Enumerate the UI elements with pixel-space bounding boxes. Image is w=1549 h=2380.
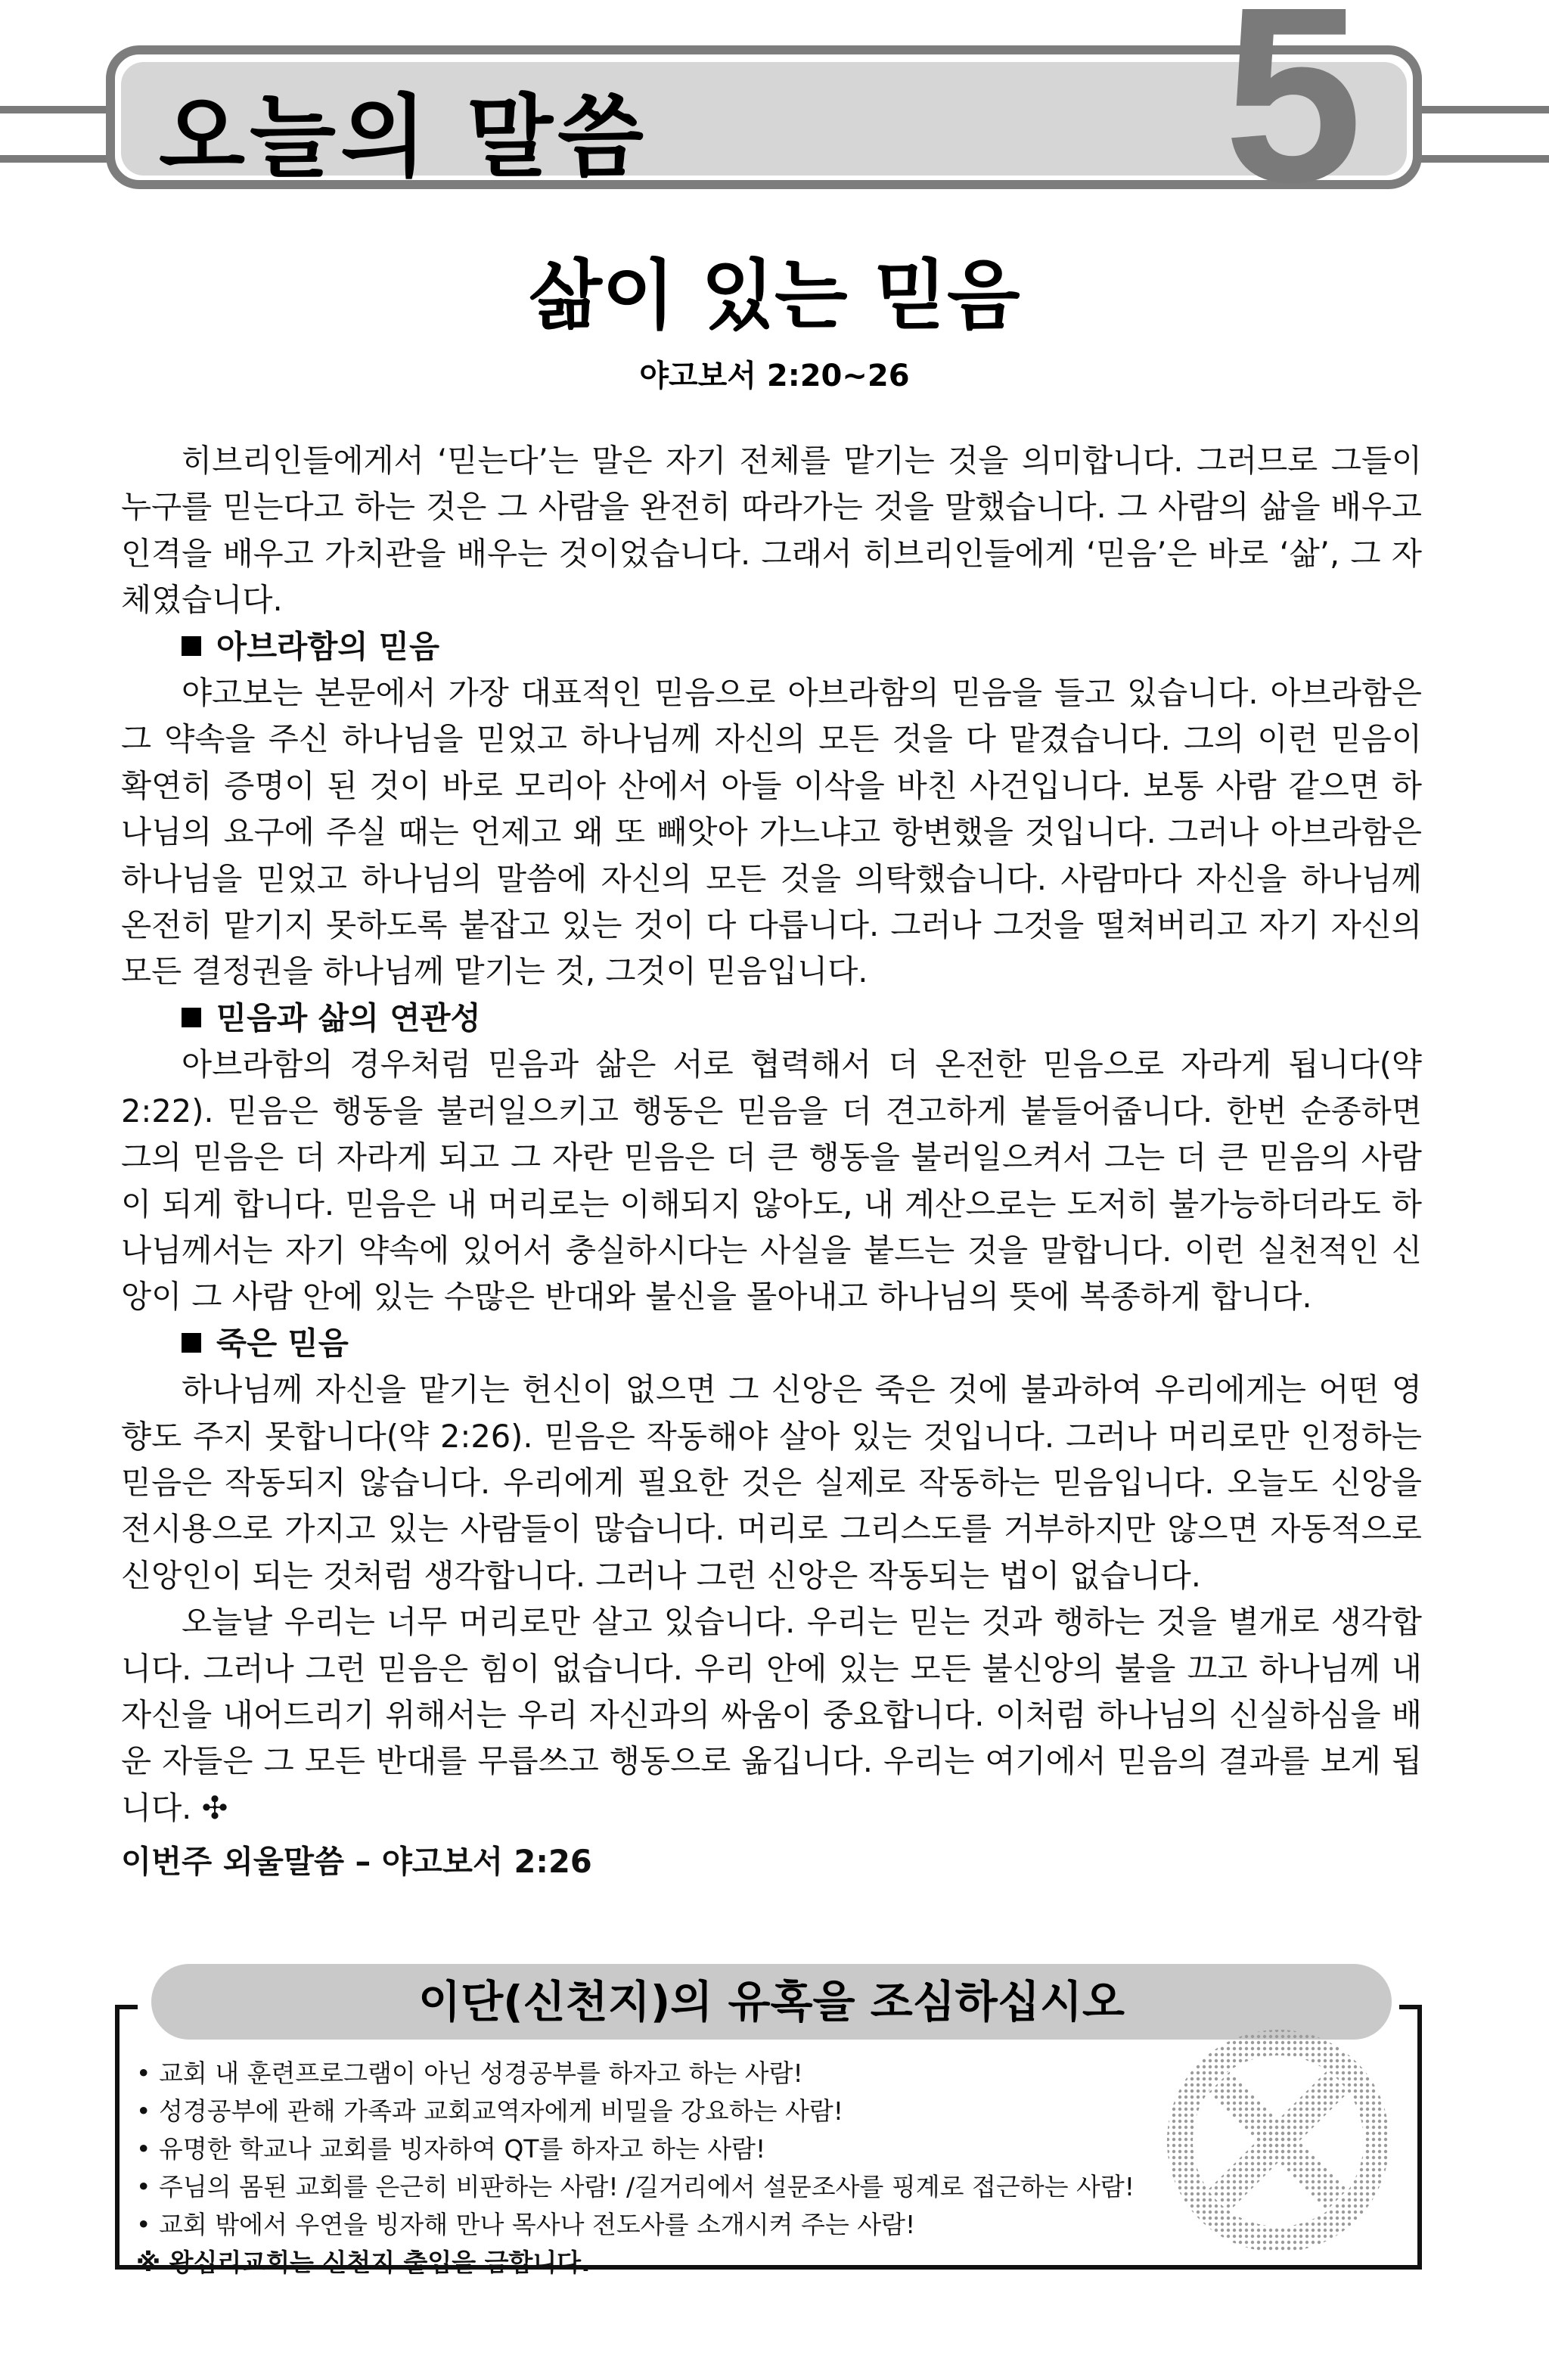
warning-note: ※ 왕십리교회는 신천지 출입을 금합니다. bbox=[136, 2248, 591, 2277]
warning-item: • 교회 내 훈련프로그램이 아닌 성경공부를 하자고 하는 사람! bbox=[136, 2058, 803, 2088]
section-heading-text: 죽은 믿음 bbox=[216, 1324, 349, 1362]
section-heading-text: 아브라함의 믿음 bbox=[216, 627, 440, 665]
warning-item: • 주님의 몸된 교회를 은근히 비판하는 사람! /길거리에서 설문조사를 핑계로 접근하는 사람! bbox=[136, 2172, 1135, 2201]
warning-list bbox=[136, 2055, 1407, 2282]
square-bullet-icon bbox=[182, 1008, 201, 1027]
sermon-title: 삶이 있는 믿음 bbox=[529, 251, 1020, 340]
section-heading bbox=[121, 623, 1422, 670]
end-mark-icon: ✣ bbox=[201, 1788, 228, 1826]
header-title: 오늘의 말씀 bbox=[159, 85, 649, 189]
section-heading bbox=[121, 1320, 1422, 1366]
section-heading bbox=[121, 995, 1422, 1041]
sermon-body bbox=[121, 437, 1422, 1885]
section-paragraph: 야고보는 본문에서 가장 대표적인 믿음으로 아브라함의 믿음을 들고 있습니다. 아브라함은 그 약속을 주신 하나님을 믿었고 하나님께 자신의 모든 것을 다 맡겼습니다. 그의 이런 믿음이 확연히 증명이 된 것이 바로 모리아 산에서 아들 이삭을 바친 사건입니다. 보통 사람 같으면 하나님의 요구에 주실 때는 언제고 왜 또 빼앗아 가느냐고 항변했을 것입니다. 그러나 아브라함은 하나님을 믿었고 하나님의 말씀에 자신의 모든 것을 의탁했습니다. 사람마다 자신을 하나님께 온전히 맡기지 못하도록 붙잡고 있는 것이 다 다릅니다. 그러나 그것을 떨쳐버리고 자기 자신의 모든 결정권을 하나님께 맡기는 것, 그것이 믿음입니다. bbox=[121, 674, 1422, 990]
section-paragraph: 하나님께 자신을 맡기는 헌신이 없으면 그 신앙은 죽은 것에 불과하여 우리에게는 어떤 영향도 주지 못합니다(약 2:26). 믿음은 작동해야 살아 있는 것입니다. 그러나 머리로만 인정하는 믿음은 작동되지 않습니다. 우리에게 필요한 것은 실제로 작동하는 믿음입니다. 오늘도 신앙을 전시용으로 가지고 있는 사람들이 많습니다. 머리로 그리스도를 거부하지만 않으면 자동적으로 신앙인이 되는 것처럼 생각합니다. 그러나 그런 신앙은 작동되는 법이 없습니다. bbox=[121, 1371, 1422, 1594]
warning-item: • 성경공부에 관해 가족과 교회교역자에게 비밀을 강요하는 사람! bbox=[136, 2096, 843, 2126]
warning-box-corner-right bbox=[1399, 2005, 1422, 2009]
section-paragraph: 아브라함의 경우처럼 믿음과 삶은 서로 협력해서 더 온전한 믿음으로 자라게 됩니다(약 2:22). 믿음은 행동을 불러일으키고 행동은 믿음을 더 견고하게 붙들어줍니다. 한번 순종하면 그의 믿음은 더 자라게 되고 그 자란 믿음은 더 큰 행동을 불러일으켜서 그는 더 큰 믿음의 사람이 되게 합니다. 믿음은 내 머리로는 이해되지 않아도, 내 계산으로는 도저히 불가능하더라도 하나님께서는 자기 약속에 있어서 충실하시다는 사실을 붙드는 것을 말합니다. 이런 실천적인 신앙이 그 사람 안에 있는 수많은 반대와 불신을 몰아내고 하나님의 뜻에 복종하게 합니다. bbox=[121, 1046, 1422, 1316]
warning-title: 이단(신천지)의 유혹을 조심하십시오 bbox=[151, 1964, 1392, 2040]
warning-item: • 교회 밖에서 우연을 빙자해 만나 목사나 전도사를 소개시켜 주는 사람! bbox=[136, 2210, 916, 2239]
sermon-reference: 야고보서 2:20~26 bbox=[639, 359, 910, 393]
header-number: 5 bbox=[1224, 0, 1363, 234]
section-heading-text: 믿음과 삶의 연관성 bbox=[216, 999, 481, 1036]
intro-paragraph: 히브리인들에게서 ‘믿는다’는 말은 자기 전체를 맡기는 것을 의미합니다. 그러므로 그들이 누구를 믿는다고 하는 것은 그 사람을 완전히 따라가는 것을 말했습니다. 그 사람의 삶을 배우고 인격을 배우고 가치관을 배우는 것이었습니다. 그래서 히브리인들에게 ‘믿음’은 바로 ‘삶’, 그 자체였습니다. bbox=[121, 442, 1422, 619]
square-bullet-icon bbox=[182, 636, 201, 656]
warning-box-corner-left bbox=[115, 2005, 138, 2009]
closing-paragraph-text: 오늘날 우리는 너무 머리로만 살고 있습니다. 우리는 믿는 것과 행하는 것을 별개로 생각합니다. 그러나 그런 믿음은 힘이 없습니다. 우리 안에 있는 모든 불신앙의 불을 끄고 하나님께 내 자신을 내어드리기 위해서는 우리 자신과의 싸움이 중요합니다. 이처럼 하나님의 신실하심을 배운 자들은 그 모든 반대를 무릅쓰고 행동으로 옮깁니다. 우리는 여기에서 믿음의 결과를 보게 됩니다. bbox=[121, 1603, 1422, 1826]
closing-paragraph bbox=[121, 1599, 1422, 1831]
square-bullet-icon bbox=[182, 1333, 201, 1353]
memory-verse: 이번주 외울말씀 – 야고보서 2:26 bbox=[121, 1843, 592, 1881]
warning-item: • 유명한 학교나 교회를 빙자하여 QT를 하자고 하는 사람! bbox=[136, 2134, 766, 2164]
